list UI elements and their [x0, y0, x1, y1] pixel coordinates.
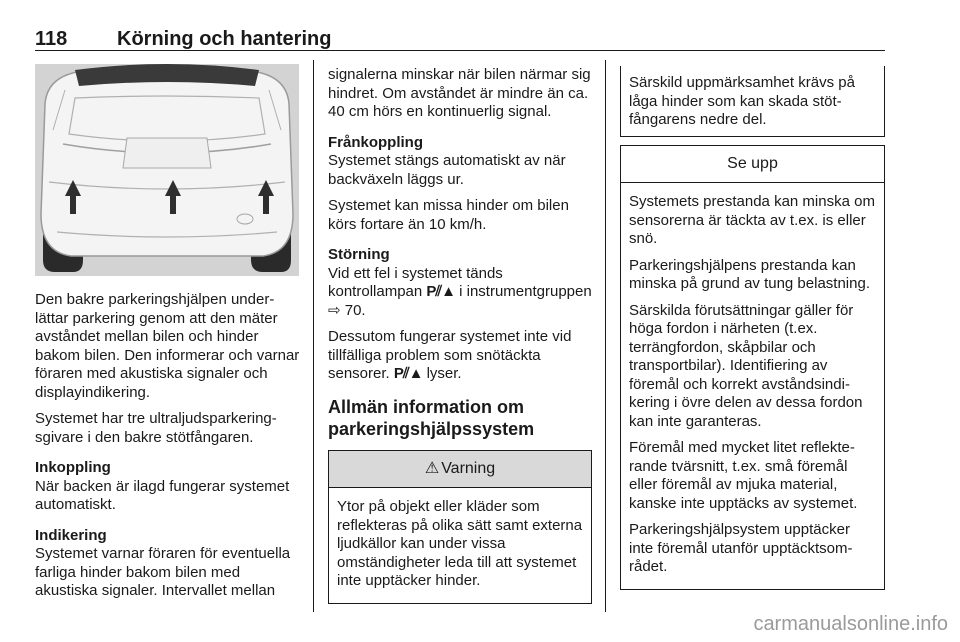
caution-box-body [621, 183, 884, 589]
deactivation-paragraph: Systemet stängs automatiskt av när backväxeln läggs ur. [328, 152, 566, 188]
speed-paragraph: Systemet kan missa hinder om bilen körs fortare än 10 km/h. [328, 197, 569, 233]
note-text: Särskild uppmärksamhet krävs på låga hinder som kan skada stötfångarens nedre del. [629, 74, 855, 128]
general-info-heading: Allmän information om parkeringshjälpssystem [328, 396, 535, 439]
caution-paragraph-4: Föremål med mycket litet reflekterande tvärsnitt, t.ex. små föremål eller föremål av mjuka material, kanske inte upptäcks av systemet. [629, 439, 858, 512]
page-ref-arrow-icon: ⇨ [328, 301, 341, 319]
caution-paragraph-5: Parkeringshjälpsystem upptäcker inte föremål utanför upptäcktsområdet. [629, 521, 853, 575]
activation-paragraph: När backen är ilagd fungerar systemet automatiskt. [35, 477, 290, 513]
caution-paragraph-1: Systemets prestanda kan minska om sensorerna är täckta av t.ex. is eller snö. [629, 193, 875, 247]
page-reference: 70. [344, 301, 366, 319]
intro-paragraph: Den bakre parkeringshjälpen underlättar parkering genom att den mäter avståndet mellan bilen och hinder bakom bilen. Den informerar och varnar föraren med akustiska signaler och displayindikering. [35, 291, 300, 401]
warning-box [328, 450, 592, 604]
warning-box-body [329, 488, 591, 603]
fault-text-2b: lyser. [426, 365, 462, 382]
warning-text: Ytor på objekt eller kläder som reflekteras på olika sätt samt externa ljudkällor kan under vissa omständigheter leda till att systemet inte upptäcker hinder. [337, 498, 583, 589]
header-rule [35, 50, 885, 51]
fault-paragraph-2 [328, 328, 592, 384]
indication-paragraph: Systemet varnar föraren för eventuella farliga hinder bakom bilen med akustiska signaler. Intervallet mellan [35, 545, 291, 599]
watermark: carmanualsonline.info [753, 613, 948, 635]
note-box [620, 66, 885, 137]
page-header [35, 12, 885, 52]
chapter-title: Körning och hantering [117, 28, 332, 50]
left-column [35, 291, 300, 609]
activation-heading: Inkoppling [35, 459, 111, 476]
warning-title: Varning [441, 459, 496, 477]
fault-text-a: Vid ett fel i systemet tänds kontrollampan [328, 264, 503, 300]
warning-box-header [329, 451, 591, 489]
column-divider-2 [605, 60, 606, 612]
deactivation-heading: Frånkoppling [328, 133, 423, 151]
right-column [620, 66, 885, 590]
column-divider-1 [313, 60, 314, 612]
caution-paragraph-3: Särskilda förutsättningar gäller för höga fordon i närheten (t.ex. terrängfordon, skåpbilar och transportbilar). Identifiering av föremål och korrekt avståndsindikering i övre delen av dessa fordon kan inte garanteras. [629, 301, 863, 430]
fault-heading: Störning [328, 246, 390, 263]
car-rear-drawing [35, 64, 299, 276]
warning-triangle-icon: ⚠ [424, 459, 440, 477]
fault-paragraph [328, 265, 592, 321]
fault-text-b: i instrumentgruppen [459, 283, 592, 300]
car-rear-illustration [35, 64, 299, 276]
signal-paragraph: signalerna minskar när bilen närmar sig hindret. Om avståndet är mindre än ca. 40 cm hörs en kontinuerlig signal. [328, 66, 591, 120]
caution-box-header: Se upp [621, 146, 884, 184]
parking-lamp-icon: P⫽▲ [426, 283, 455, 300]
fault-text-2a: Dessutom fungerar systemet inte vid tillfälliga problem som snötäckta sensorer. [328, 328, 572, 382]
indication-heading: Indikering [35, 526, 107, 544]
page-number: 118 [35, 28, 68, 50]
sensors-paragraph: Systemet har tre ultraljudsparkeringsgivare i den bakre stötfångaren. [35, 410, 277, 446]
middle-column [328, 66, 592, 604]
caution-paragraph-2: Parkeringshjälpens prestanda kan minska på grund av tung belastning. [629, 256, 870, 292]
caution-box [620, 145, 885, 590]
parking-lamp-icon: P⫽▲ [393, 365, 423, 382]
